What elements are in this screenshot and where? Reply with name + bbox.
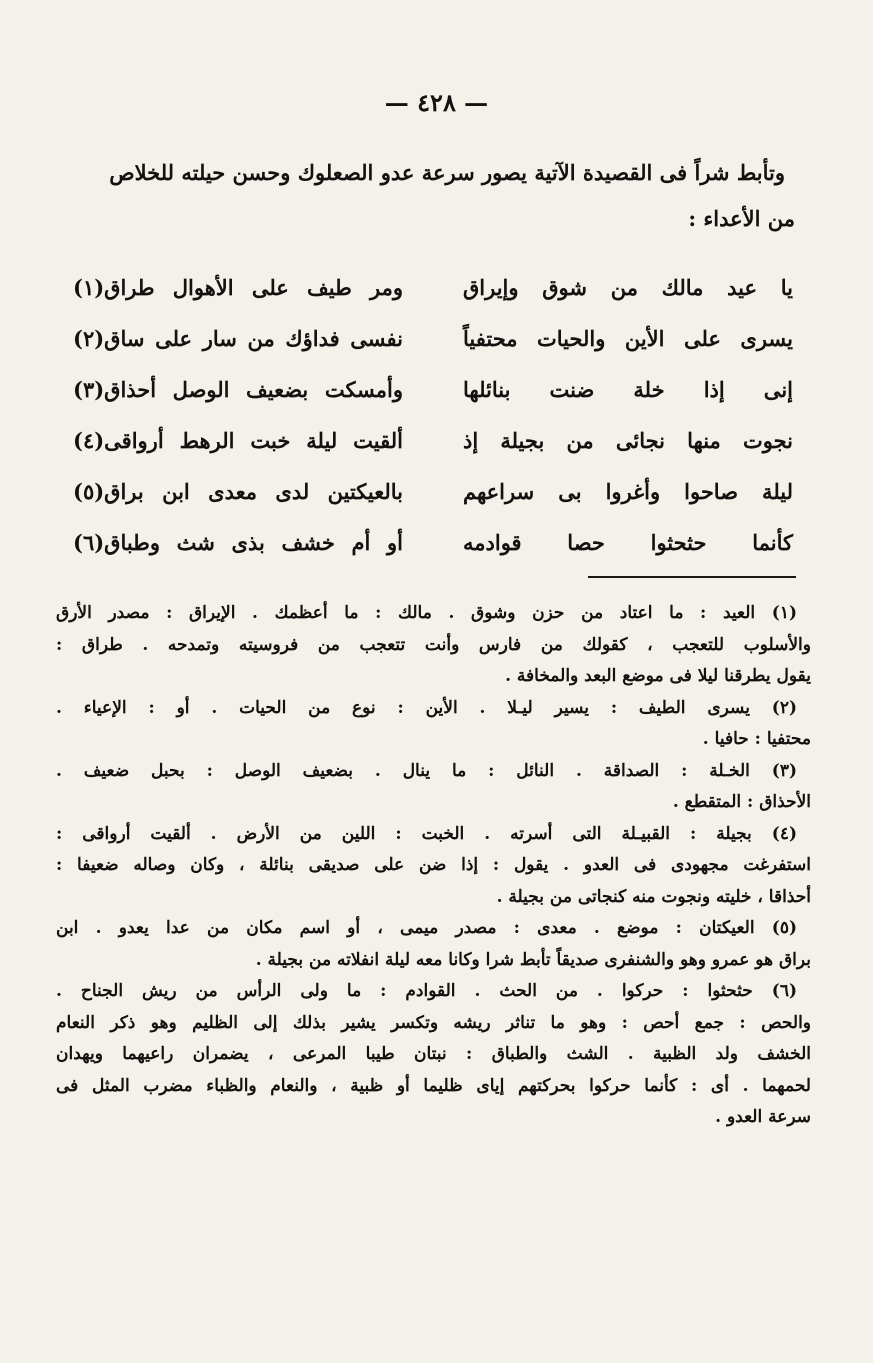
verse-first-hemistich: إنى إذا خلة ضنت بنائلها bbox=[463, 377, 793, 402]
footnote-line: استفرغت مجهودى فى العدو . يقول : إذا ضن على صديقى بنائلة ، وكان وصاله ضعيفا : bbox=[56, 855, 811, 875]
footnote-line: براق هو عمرو وهو والشنفرى صديقاً تأبط شرا وكانا معه ليلة انفلاته من بجيلة . bbox=[255, 949, 811, 970]
poem-verse bbox=[73, 466, 793, 517]
footnote-line: الأحذاق : المتقطع . bbox=[672, 792, 811, 812]
footnote-line: أحذاقا ، خليته ونجوت منه كنجاتى من بجيلة . bbox=[496, 886, 811, 907]
footnote-line: سرعة العدو . bbox=[715, 1107, 811, 1127]
poem-verse bbox=[73, 262, 793, 313]
footnote-line: محتفيا : حافيا . bbox=[702, 729, 811, 749]
poem-verse bbox=[73, 313, 793, 364]
intro-line: من الأعداء : bbox=[688, 206, 795, 231]
verse-first-hemistich: ليلة صاحوا وأغروا بى سراعهم bbox=[463, 479, 793, 504]
footnote-line: والأسلوب للتعجب ، كقولك من فارس وأنت تتعجب من فروسيته وتمدحه . طراق : bbox=[56, 634, 811, 655]
verse-first-hemistich: كأنما حثحثوا حصا قوادمه bbox=[463, 530, 793, 555]
footnotes bbox=[56, 598, 811, 1134]
verse-second-hemistich: وأمسكت بضعيف الوصل أحذاق(٣) bbox=[73, 377, 403, 402]
verse-second-hemistich: بالعيكتين لدى معدى ابن براق(٥) bbox=[73, 479, 403, 504]
verse-first-hemistich: يسرى على الأين والحيات محتفياً bbox=[463, 326, 793, 351]
footnote-line: (٢) يسرى الطيف : يسير ليـلا . الأين : نوع من الحيات . أو : الإعياء . bbox=[56, 697, 797, 718]
verse-first-hemistich: نجوت منها نجائى من بجيلة إذ bbox=[463, 428, 793, 453]
footnote-line: لحمهما . أى : كأنما حركوا بحركتهم إياى ظليما أو ظبية ، والنعام والظباء مضرب المثل فى bbox=[56, 1075, 811, 1096]
verse-second-hemistich: أو أم خشف بذى شث وطباق(٦) bbox=[73, 530, 403, 555]
verse-second-hemistich: ألقيت ليلة خبت الرهط أرواقى(٤) bbox=[73, 428, 403, 453]
footnote-5 bbox=[56, 913, 811, 976]
footnote-line: الخشف ولد الظبية . الشث والطباق : نبتان طيبا المرعى ، يضمران راعيهما ويهدان bbox=[56, 1044, 811, 1064]
footnote-line: (١) العيد : ما اعتاد من حزن وشوق . مالك : ما أعظمك . الإيراق : مصدر الأرق bbox=[56, 603, 797, 623]
footnote-3 bbox=[56, 756, 811, 819]
intro-line: وتأبط شراً فى القصيدة الآتية يصور سرعة عدو الصعلوك وحسن حيلته للخلاص bbox=[109, 160, 785, 185]
verse-second-hemistich: نفسى فداؤك من سار على ساق(٢) bbox=[73, 326, 403, 351]
poem bbox=[73, 262, 793, 568]
poem-verse bbox=[73, 415, 793, 466]
footnote-line: (٤) بجيلة : القبيـلة التى أسرته . الخبت : اللين من الأرض . ألقيت أرواقى : bbox=[56, 823, 797, 844]
footnote-1 bbox=[56, 598, 811, 693]
verse-first-hemistich: يا عيد مالك من شوق وإيراق bbox=[463, 275, 793, 300]
footnote-divider bbox=[588, 576, 796, 578]
poem-verse bbox=[73, 364, 793, 415]
footnote-line: يقول يطرقنا ليلا فى موضع البعد والمخافة . bbox=[505, 666, 811, 686]
footnote-line: (٣) الخـلة : الصداقة . النائل : ما ينال . بضعيف الوصل : بحبل ضعيف . bbox=[56, 760, 797, 781]
footnote-2 bbox=[56, 693, 811, 756]
footnote-line: (٦) حثحثوا : حركوا . من الحث . القوادم : ما ولى الرأس من ريش الجناح . bbox=[56, 981, 797, 1001]
verse-second-hemistich: ومر طيف على الأهوال طراق(١) bbox=[73, 275, 403, 300]
footnote-line: (٥) العيكتان : موضع . معدى : مصدر ميمى ، أو اسم مكان من عدا يعدو . ابن bbox=[56, 918, 797, 938]
intro-paragraph bbox=[45, 150, 795, 242]
footnote-4 bbox=[56, 819, 811, 914]
page-number: — ٤٢٨ — bbox=[384, 88, 489, 117]
footnote-6 bbox=[56, 976, 811, 1134]
poem-verse bbox=[73, 517, 793, 568]
footnote-line: والحص : جمع أحص : وهو ما تناثر ريشه وتكسر يشير بذلك إلى الظليم وهو ذكر النعام bbox=[56, 1012, 811, 1033]
